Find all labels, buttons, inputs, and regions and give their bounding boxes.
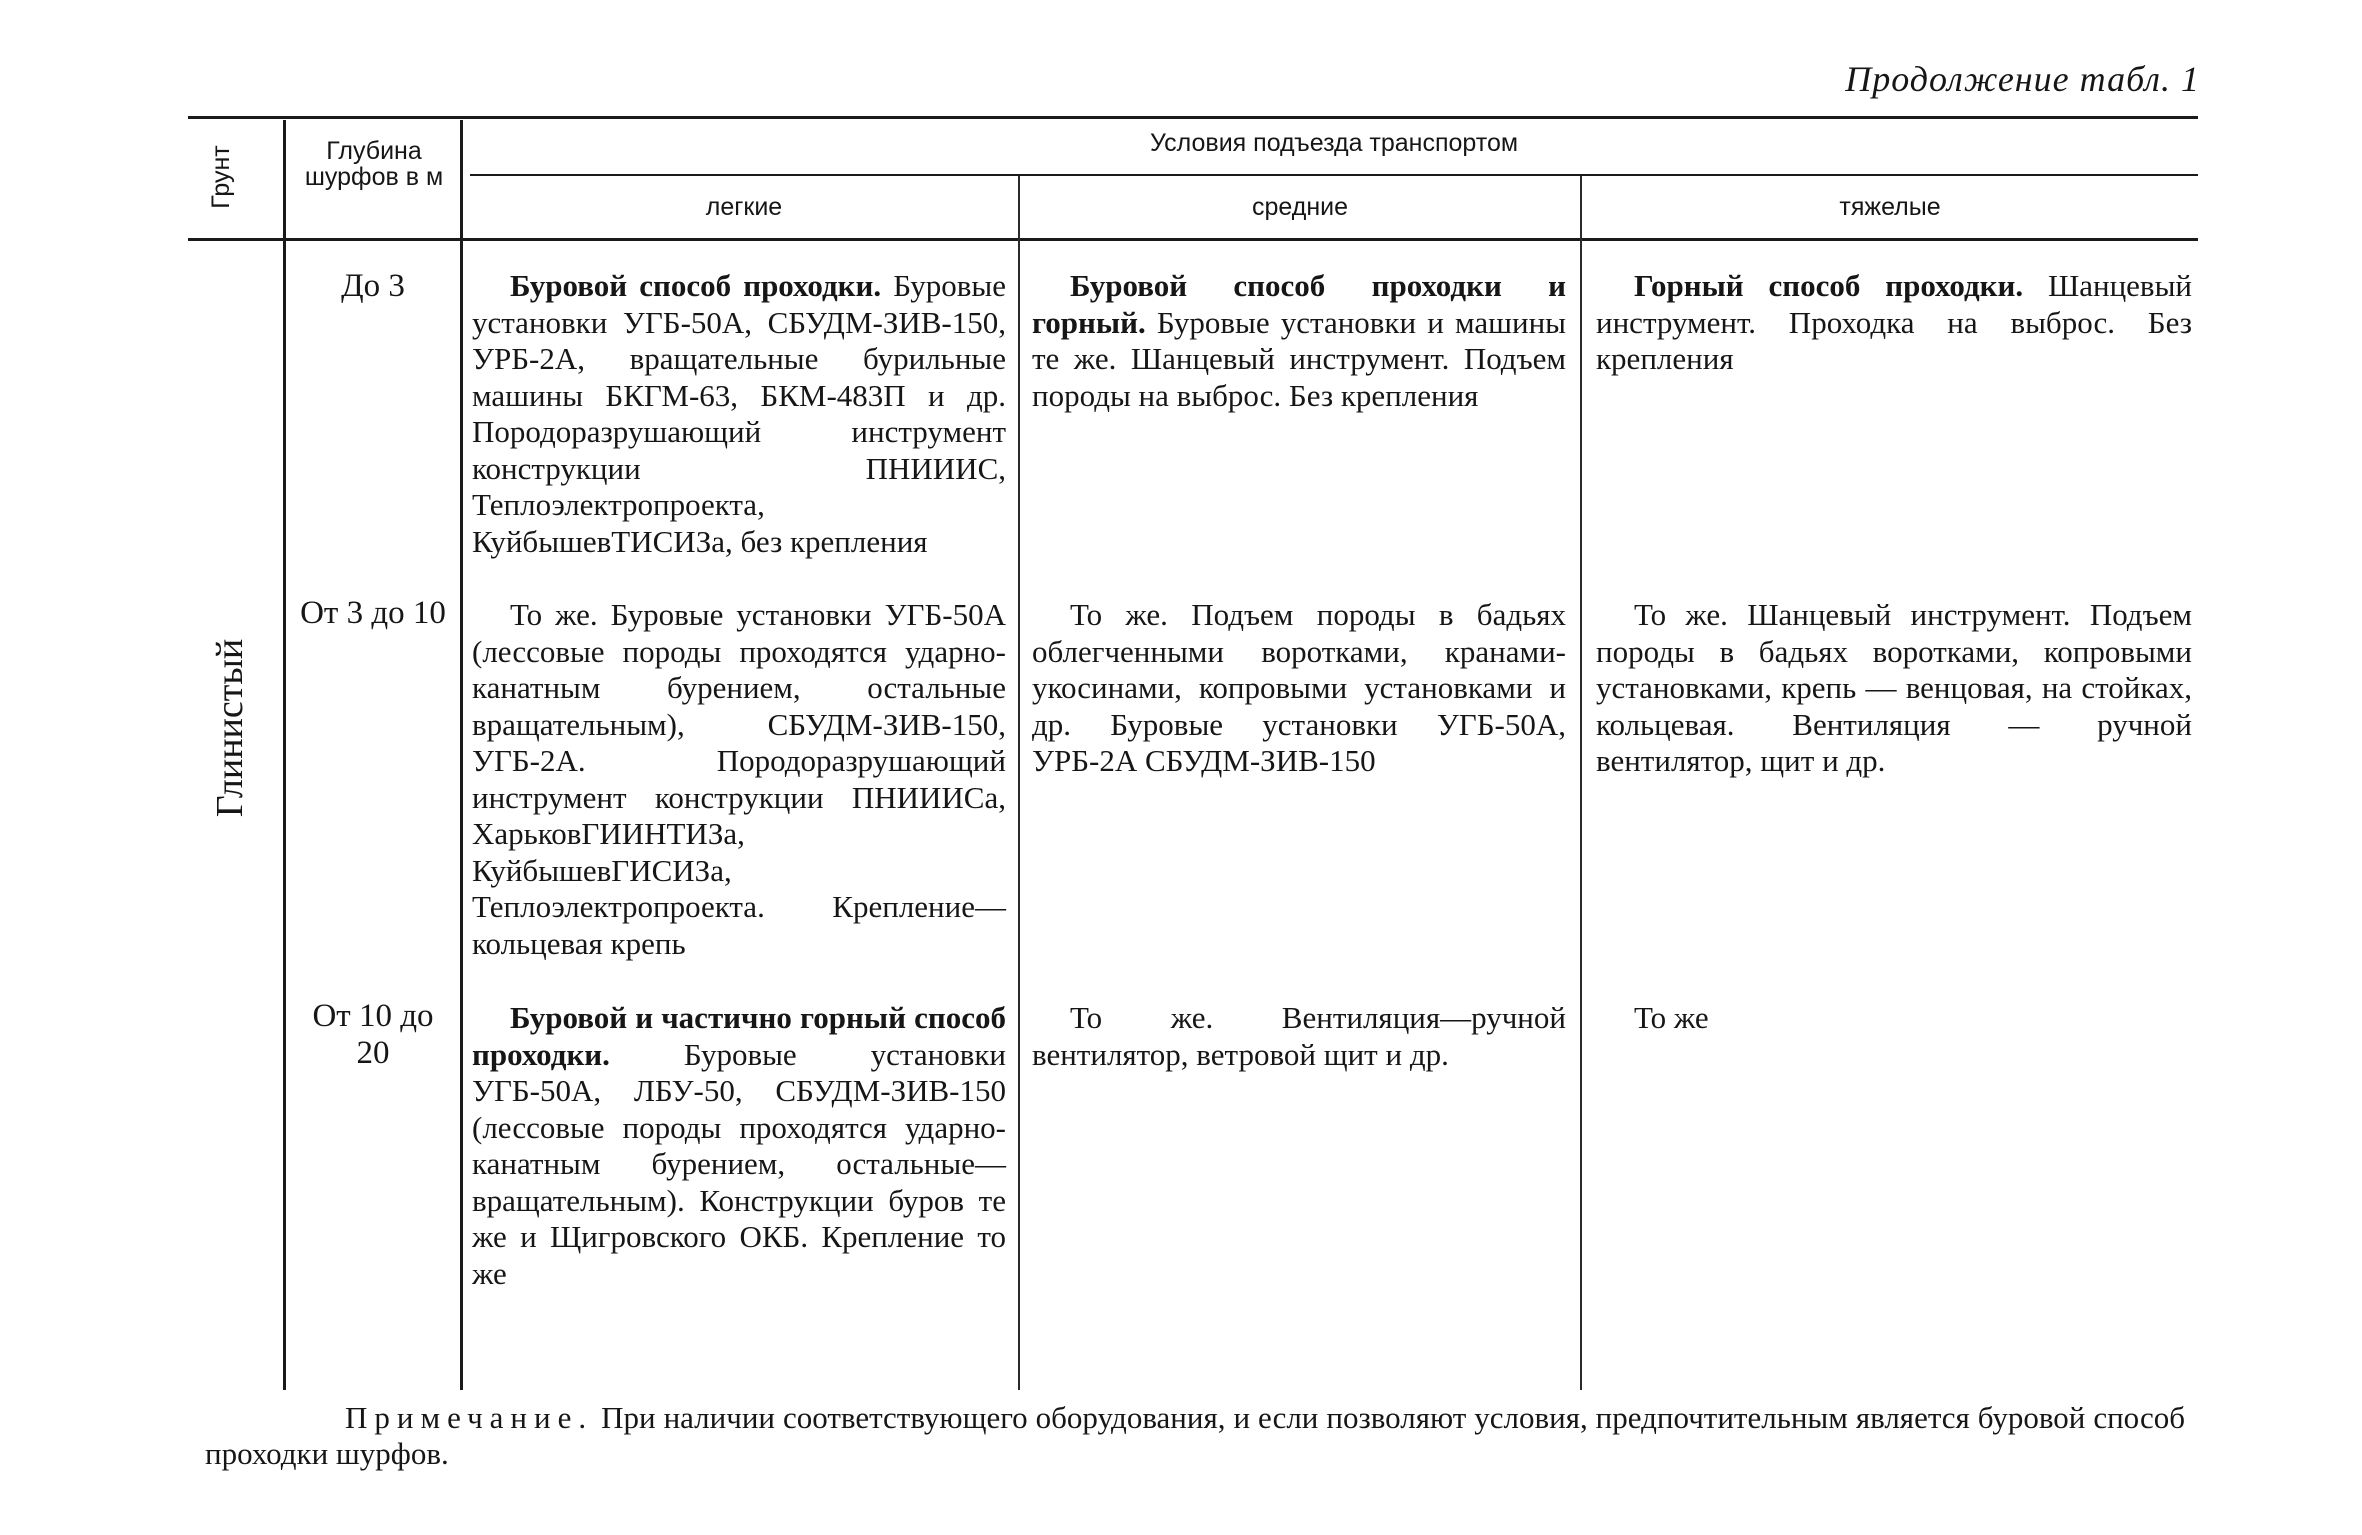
soil-label: Глинистый bbox=[209, 638, 251, 818]
medium-row-1-text: Буровые установки и машины те же. Шанцевый инструмент. Подъем породы на выброс. Без крепления bbox=[1032, 304, 1566, 413]
light-row-3-bold: Буровой и частично горный способ проходки. bbox=[472, 1000, 1006, 1072]
header-light: легкие bbox=[705, 193, 783, 221]
heavy-row-2: То же. Шанцевый инструмент. Подъем породы в бадьях воротками, копровыми установками, крепь — венцовая, на стойках, кольцевая. Вентиляция — ручной вентилятор, щит и др. bbox=[1596, 597, 2192, 778]
heavy-row-1-bold: Горный способ проходки. bbox=[1634, 268, 2024, 303]
medium-row-2: То же. Подъем породы в бадьях облегченными воротками, кранами-укосинами, копровыми установками и др. Буровые установки УГБ-50А, УРБ-2А СБУДМ-ЗИВ-150 bbox=[1032, 597, 1566, 778]
soil-column-divider bbox=[283, 120, 286, 1390]
heavy-row-1 bbox=[1596, 268, 2192, 378]
table-note bbox=[205, 1400, 2185, 1472]
heavy-row-1-text: Шанцевый инструмент. Проходка на выброс. Без крепления bbox=[1596, 268, 2192, 376]
medium-row-3: То же. Вентиляция—ручной вентилятор, ветровой щит и др. bbox=[1032, 1000, 1566, 1072]
depth-row-1: До 3 bbox=[341, 268, 405, 304]
depth-row-3: От 10 до 20 bbox=[312, 998, 434, 1071]
heavy-row-3: То же bbox=[1634, 1000, 1709, 1035]
header-heavy: тяжелые bbox=[1839, 193, 1941, 221]
medium-row-1 bbox=[1032, 268, 1566, 414]
light-row-3-text: Буровые установки УГБ-50А, ЛБУ-50, СБУДМ-ЗИВ-150 (лессовые породы проходятся ударно-канатным бурением, остальные—вращательным). Конструкции буров те же и Щигровского ОКБ. Крепление то же bbox=[472, 1036, 1006, 1291]
light-row-3 bbox=[472, 1000, 1006, 1292]
medium-row-1-bold: Буровой способ проходки и горный. bbox=[1032, 268, 1566, 340]
table-top-rule bbox=[188, 116, 2198, 119]
header-conditions: Условия подъезда транспортом bbox=[1149, 129, 1519, 157]
header-soil: Грунт bbox=[207, 145, 235, 209]
header-bottom-rule bbox=[188, 238, 2198, 241]
light-medium-divider bbox=[1018, 176, 1020, 1390]
note-text: При наличии соответствующего оборудования, и если позволяют условия, предпочтительным является буровой способ проходки шурфов. bbox=[205, 1400, 2185, 1471]
depth-column-divider bbox=[460, 120, 463, 1390]
table-caption: Продолжение табл. 1 bbox=[1845, 59, 2200, 99]
conditions-subrule bbox=[470, 174, 2198, 176]
note-label: Примечание. bbox=[345, 1400, 594, 1435]
medium-heavy-divider bbox=[1580, 176, 1582, 1390]
light-row-2: То же. Буровые установки УГБ-50А (лессовые породы проходятся ударно-канатным бурением, остальные вращательным), СБУДМ-ЗИВ-150, УГБ-2А. Породоразрушающий инструмент конструкции ПНИИИСа, ХарьковГИИНТИЗа, КуйбышевГИСИЗа, Теплоэлектропроекта. Крепление—кольцевая крепь bbox=[472, 597, 1006, 961]
depth-row-2: От 3 до 10 bbox=[300, 595, 446, 631]
light-row-1-bold: Буровой способ проходки. bbox=[510, 268, 882, 303]
light-row-1-text: Буровые установки УГБ-50А, СБУДМ-ЗИВ-150, УРБ-2А, вращательные бурильные машины БКГМ-63, БКМ-483П и др. Породоразрушающий инструмент конструкции ПНИИИС, Теплоэлектропроекта, КуйбышевТИСИЗа, без крепления bbox=[472, 268, 1006, 559]
header-medium: средние bbox=[1251, 193, 1349, 221]
light-row-1 bbox=[472, 268, 1006, 560]
header-depth: Глубина шурфов в м bbox=[304, 137, 444, 191]
